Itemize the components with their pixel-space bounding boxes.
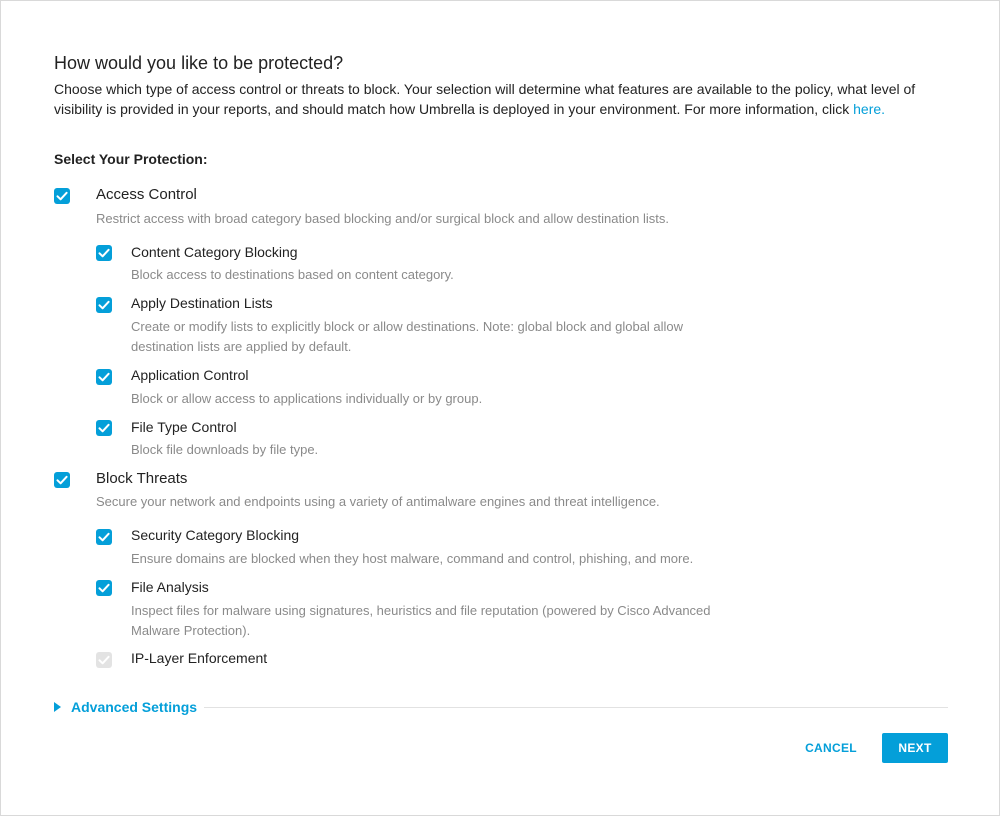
ip-layer-title: IP-Layer Enforcement <box>131 650 268 666</box>
check-icon <box>98 371 110 383</box>
file-analysis-desc-line-2: Malware Protection). <box>131 623 251 638</box>
destination-lists-title: Apply Destination Lists <box>131 295 273 311</box>
check-icon <box>56 474 68 486</box>
block-threats-checkbox[interactable] <box>54 472 70 488</box>
advanced-settings-label: Advanced Settings <box>71 699 198 715</box>
intro-body: Choose which type of access control or threats to block. Your selection will determine what features are available to the policy, what level of visibility is provided in your reports, and should match how Umbrella is deployed in your environment. For more information, click <box>54 81 916 117</box>
next-button[interactable]: NEXT <box>882 733 948 763</box>
check-icon <box>98 422 110 434</box>
security-category-desc: Ensure domains are blocked when they host malware, command and control, phishing, and more. <box>131 551 694 566</box>
security-category-title: Security Category Blocking <box>131 527 300 543</box>
application-control-checkbox[interactable] <box>96 369 112 385</box>
access-control-checkbox[interactable] <box>54 188 70 204</box>
destination-lists-checkbox[interactable] <box>96 297 112 313</box>
advanced-settings-toggle[interactable] <box>54 697 197 717</box>
check-icon <box>56 190 68 202</box>
help-link[interactable]: here. <box>853 101 886 117</box>
divider <box>204 707 948 708</box>
block-threats-title: Block Threats <box>96 470 188 487</box>
file-analysis-desc-line-1: Inspect files for malware using signatures, heuristics and file reputation (powered by Cisco Advanced <box>131 603 711 618</box>
check-icon <box>98 582 110 594</box>
security-category-checkbox[interactable] <box>96 529 112 545</box>
page-title: How would you like to be protected? <box>54 53 344 73</box>
destination-lists-desc-line-2: destination lists are applied by default. <box>131 339 352 354</box>
application-control-title: Application Control <box>131 367 249 383</box>
check-icon <box>98 299 110 311</box>
intro-text <box>54 79 934 119</box>
content-category-checkbox[interactable] <box>96 245 112 261</box>
file-type-checkbox[interactable] <box>96 420 112 436</box>
check-icon <box>98 247 110 259</box>
check-icon <box>98 654 110 666</box>
access-control-desc: Restrict access with broad category based blocking and/or surgical block and allow destination lists. <box>96 211 670 226</box>
application-control-desc: Block or allow access to applications individually or by group. <box>131 391 483 406</box>
block-threats-desc: Secure your network and endpoints using a variety of antimalware engines and threat intelligence. <box>96 494 660 509</box>
caret-right-icon <box>54 702 61 712</box>
access-control-title: Access Control <box>96 186 197 203</box>
ip-layer-checkbox <box>96 652 112 668</box>
file-type-desc: Block file downloads by file type. <box>131 442 319 457</box>
content-category-desc: Block access to destinations based on content category. <box>131 267 454 282</box>
file-type-title: File Type Control <box>131 419 237 435</box>
section-label: Select Your Protection: <box>54 151 208 167</box>
cancel-button[interactable]: CANCEL <box>791 734 871 762</box>
file-analysis-title: File Analysis <box>131 579 209 595</box>
content-category-title: Content Category Blocking <box>131 244 298 260</box>
check-icon <box>98 531 110 543</box>
file-analysis-checkbox[interactable] <box>96 580 112 596</box>
destination-lists-desc-line-1: Create or modify lists to explicitly block or allow destinations. Note: global block and global allow <box>131 319 684 334</box>
